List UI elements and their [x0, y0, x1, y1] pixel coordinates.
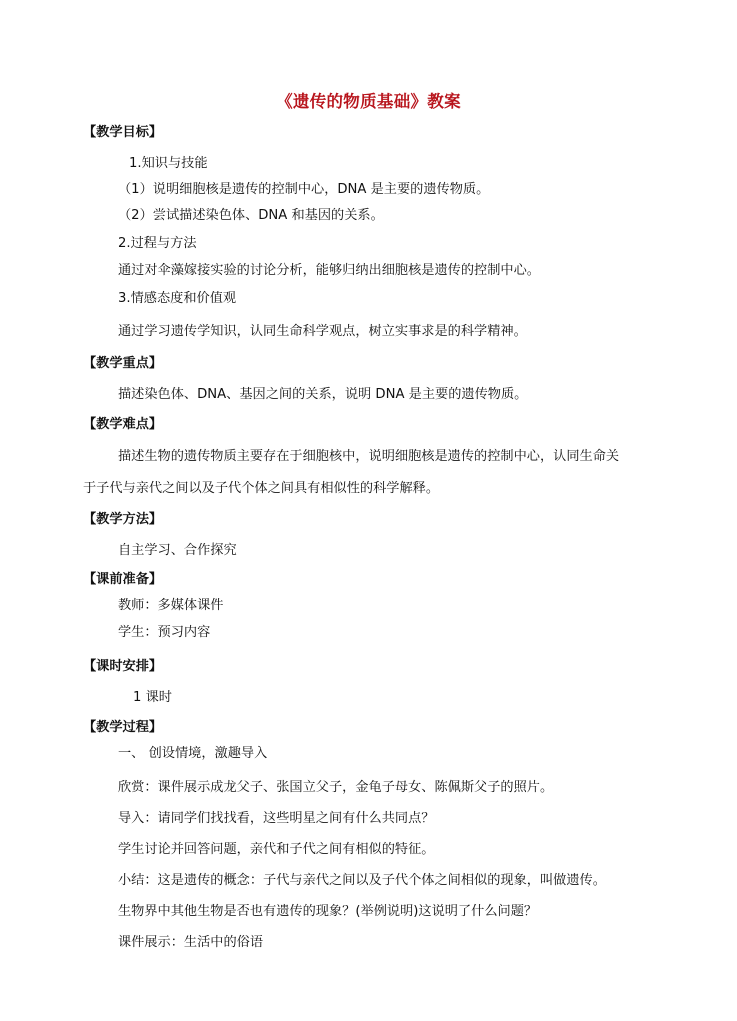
process-item: 欣赏：课件展示成龙父子、张国立父子，金龟子母女、陈佩斯父子的照片。	[118, 780, 554, 795]
section-heading-preparation: 【课前准备】	[83, 572, 163, 587]
goal-item: 2.过程与方法	[118, 236, 197, 251]
preparation-student: 学生：预习内容	[118, 625, 211, 640]
key-points-text: 描述染色体、DNA、基因之间的关系，说明 DNA 是主要的遗传物质。	[118, 387, 528, 402]
goal-item: （2）尝试描述染色体、DNA 和基因的关系。	[118, 208, 384, 223]
process-item: 小结：这是遗传的概念：子代与亲代之间以及子代个体之间相似的现象，叫做遗传。	[118, 873, 606, 888]
section-heading-schedule: 【课时安排】	[83, 659, 163, 674]
process-item: 导入：请同学们找找看，这些明星之间有什么共同点？	[118, 811, 435, 826]
section-heading-process: 【教学过程】	[83, 720, 163, 735]
methods-text: 自主学习、合作探究	[118, 543, 237, 558]
section-heading-goals: 【教学目标】	[83, 125, 163, 140]
process-item: 课件展示：生活中的俗语	[118, 935, 264, 950]
goal-item: 通过学习遗传学知识，认同生命科学观点，树立实事求是的科学精神。	[118, 324, 527, 339]
process-item: 学生讨论并回答问题，亲代和子代之间有相似的特征。	[118, 842, 435, 857]
goal-item: 3.情感态度和价值观	[118, 291, 237, 306]
goal-item: 1.知识与技能	[129, 156, 208, 171]
preparation-teacher: 教师：多媒体课件	[118, 598, 224, 613]
goal-item: 通过对伞藻嫁接实验的讨论分析，能够归纳出细胞核是遗传的控制中心。	[118, 263, 540, 278]
difficulties-text: 于子代与亲代之间以及子代个体之间具有相似性的科学解释。	[83, 481, 440, 496]
section-heading-key-points: 【教学重点】	[83, 356, 163, 371]
process-item: 生物界中其他生物是否也有遗传的现象？(举例说明)这说明了什么问题？	[118, 904, 538, 919]
section-heading-difficulties: 【教学难点】	[83, 417, 163, 432]
goal-item: （1）说明细胞核是遗传的控制中心，DNA 是主要的遗传物质。	[118, 182, 490, 197]
document-title: 《遗传的物质基础》教案	[276, 92, 461, 111]
schedule-text: 1 课时	[133, 690, 172, 705]
process-item: 一、 创设情境，激趣导入	[118, 746, 268, 761]
section-heading-methods: 【教学方法】	[83, 512, 163, 527]
difficulties-text: 描述生物的遗传物质主要存在于细胞核中，说明细胞核是遗传的控制中心，认同生命关	[118, 449, 620, 464]
